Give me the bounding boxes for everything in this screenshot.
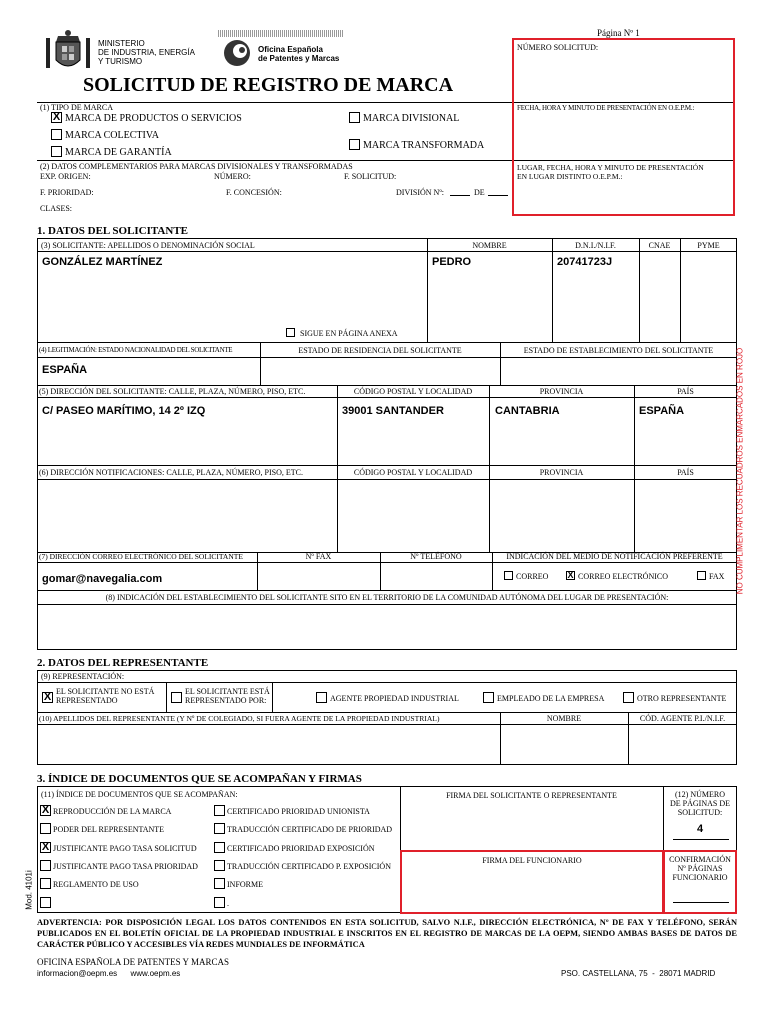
coat-of-arms-logo [42, 28, 94, 74]
rep-nombre-label: NOMBRE [546, 714, 582, 723]
checkbox-tasa-prioridad[interactable] [40, 860, 51, 871]
telefono-label: Nº TELÉFONO [410, 552, 462, 561]
cp-notif-label: CÓDIGO POSTAL Y LOCALIDAD [353, 468, 473, 477]
side-note [735, 340, 745, 602]
checkbox-otro-doc-2[interactable] [214, 897, 225, 908]
checkbox-empleado[interactable] [483, 692, 494, 703]
rule [272, 682, 273, 712]
nombre-value[interactable]: PEDRO [432, 256, 472, 268]
cert-exposicion-label: CERTIFICADO PRIORIDAD EXPOSICIÓN [227, 844, 375, 853]
rule [673, 839, 729, 840]
de-label: DE [474, 188, 485, 197]
rule [514, 102, 733, 103]
no-representado-line: REPRESENTADO [56, 696, 118, 705]
f-concesion-label: F. CONCESIÓN: [226, 188, 282, 197]
tipo-garantia-label: MARCA DE GARANTÍA [65, 147, 172, 158]
side-note-text: NO CUMPLIMENTAR LOS RECUADROS ENMARCADOS EN ROJO [735, 347, 745, 595]
checkbox-no-representado[interactable]: X [43, 691, 52, 703]
tipo-colectiva-label: MARCA COLECTIVA [65, 130, 159, 141]
checkbox-transformada[interactable] [349, 139, 360, 150]
checkbox-trad-prioridad[interactable] [214, 823, 225, 834]
email-value[interactable]: gomar@navegalia.com [42, 573, 163, 585]
rule [37, 251, 737, 252]
rule [639, 238, 640, 342]
rule [166, 682, 167, 712]
section-solicitante: 1. DATOS DEL SOLICITANTE [37, 225, 188, 237]
trad-exposicion-label: TRADUCCIÓN CERTIFICADO P. EXPOSICIÓN [227, 862, 391, 871]
checkbox-colectiva[interactable] [51, 129, 62, 140]
confirmacion-line: FUNCIONARIO [672, 873, 728, 882]
lugar-line: LUGAR, FECHA, HORA Y MINUTO DE PRESENTACIÓN [517, 163, 704, 172]
rule [37, 604, 737, 605]
rule [673, 902, 729, 903]
dni-value[interactable]: 20741723J [557, 256, 613, 268]
provincia-label: PROVINCIA [539, 387, 584, 396]
checkbox-fax[interactable] [697, 571, 706, 580]
notificaciones-label: (6) DIRECCIÓN NOTIFICACIONES: CALLE, PLAZA, NÚMERO, PISO, ETC. [39, 468, 303, 477]
no-representado-label [56, 687, 154, 705]
num-paginas-line: DE PÁGINAS DE [670, 799, 730, 808]
checkbox-garantia[interactable] [51, 146, 62, 157]
exp-origen-label: EXP. ORIGEN: [40, 172, 91, 181]
residencia-label: ESTADO DE RESIDENCIA DEL SOLICITANTE [298, 346, 462, 355]
oepm-logo-icon [222, 38, 252, 68]
num-paginas-value[interactable]: 4 [696, 823, 704, 835]
reproduccion-label: REPRODUCCIÓN DE LA MARCA [53, 807, 172, 816]
office-line: Oficina Española [258, 45, 323, 54]
tipo-marca-label: (1) TIPO DE MARCA [40, 103, 113, 112]
checkbox-reglamento[interactable] [40, 878, 51, 889]
rule [37, 342, 737, 343]
section-representante: 2. DATOS DEL REPRESENTANTE [37, 657, 209, 669]
rule [37, 357, 737, 358]
indice-label: (11) ÍNDICE DE DOCUMENTOS QUE SE ACOMPAÑAN: [41, 790, 238, 799]
rule [37, 712, 737, 713]
rule [37, 479, 737, 480]
page-number: Página Nº 1 [597, 28, 640, 38]
cp-value[interactable]: 39001 SANTANDER [342, 405, 444, 417]
firma-solicitante-label: FIRMA DEL SOLICITANTE O REPRESENTANTE [446, 791, 617, 800]
complementarios-label: (2) DATOS COMPLEMENTARIOS PARA MARCAS DIVISIONALES Y TRANSFORMADAS [40, 162, 353, 171]
address-footer: PSO. CASTELLANA, 75 - 28071 MADRID [561, 969, 716, 978]
num-paginas-label [663, 790, 737, 817]
apellidos-label: (3) SOLICITANTE: APELLIDOS O DENOMINACIÓN SOCIAL [41, 241, 255, 250]
correo-label: CORREO [516, 572, 549, 581]
legitimacion-label: (4) LEGITIMACIÓN: ESTADO NACIONALIDAD DEL SOLICITANTE [39, 346, 233, 354]
checkbox-agente[interactable] [316, 692, 327, 703]
cnae-label: CNAE [648, 241, 671, 250]
rule [552, 238, 553, 342]
dni-label: D.N.I./N.I.F. [575, 241, 616, 250]
pais-label: PAÍS [677, 387, 694, 396]
office-line: de Patentes y Marcas [258, 54, 340, 63]
dotted-bar [218, 30, 344, 37]
rule [37, 682, 737, 683]
num-paginas-line: SOLICITUD: [677, 808, 723, 817]
checkbox-reproduccion[interactable]: X [41, 804, 50, 816]
confirmacion-label [663, 855, 737, 882]
confirmacion-line: CONFIRMACIÓN [669, 855, 731, 864]
sigue-label: SIGUE EN PÁGINA ANEXA [300, 329, 398, 338]
representado-label [185, 687, 270, 705]
otro-doc-2-label: . [227, 899, 229, 908]
ministry-line: Y TURISMO [98, 57, 143, 66]
checkbox-cert-unionista[interactable] [214, 805, 225, 816]
checkbox-otro[interactable] [623, 692, 634, 703]
email-label: (7) DIRECCIÓN CORREO ELECTRÓNICO DEL SOLICITANTE [39, 552, 243, 561]
checkbox-informe[interactable] [214, 878, 225, 889]
oepm-reserved-box [512, 38, 735, 216]
division-label: DIVISIÓN Nº: [396, 188, 445, 197]
rule [37, 562, 737, 563]
representacion-label: (9) REPRESENTACIÓN: [41, 672, 125, 681]
rule [37, 160, 512, 161]
nacionalidad-value[interactable]: ESPAÑA [42, 364, 88, 376]
empleado-label: EMPLEADO DE LA EMPRESA [497, 694, 605, 703]
rule [680, 238, 681, 342]
rule [427, 238, 428, 342]
checkbox-divisional[interactable] [349, 112, 360, 123]
fax-medio-label: FAX [709, 572, 725, 581]
confirmacion-line: Nº PÁGINAS [677, 864, 723, 873]
reglamento-label: REGLAMENTO DE USO [53, 880, 139, 889]
trad-prioridad-label: TRADUCCIÓN CERTIFICADO DE PRIORIDAD [227, 825, 393, 834]
ministry-name [98, 39, 195, 66]
cert-unionista-label: CERTIFICADO PRIORIDAD UNIONISTA [227, 807, 370, 816]
checkbox-representado[interactable] [171, 692, 182, 703]
direccion-label: (5) DIRECCIÓN DEL SOLICITANTE: CALLE, PLAZA, NÚMERO, PISO, ETC. [39, 387, 306, 396]
checkbox-sigue-anexa[interactable] [286, 328, 295, 337]
otro-label: OTRO REPRESENTANTE [637, 694, 727, 703]
informe-label: INFORME [227, 880, 264, 889]
pais-notif-label: PAÍS [677, 468, 694, 477]
fecha-presentacion-label: FECHA, HORA Y MINUTO DE PRESENTACIÓN EN O.E.P.M.: [517, 104, 695, 112]
rule [37, 465, 737, 466]
f-prioridad-label: F. PRIORIDAD: [40, 188, 94, 197]
firma-funcionario-label: FIRMA DEL FUNCIONARIO [482, 856, 582, 865]
establecimiento-ca-label: (8) INDICACIÓN DEL ESTABLECIMIENTO DEL SOLICITANTE SITO EN EL TERRITORIO DE LA COMUNIDAD AUTÓNOMA DEL LUGAR DE PRESENTACIÓN: [105, 593, 669, 602]
representado-line: EL SOLICITANTE ESTÁ [185, 687, 270, 696]
tipo-transformada-label: MARCA TRANSFORMADA [363, 140, 485, 151]
tasa-prioridad-label: JUSTIFICANTE PAGO TASA PRIORIDAD [53, 862, 198, 871]
rule [37, 590, 737, 591]
ministry-line: DE INDUSTRIA, ENERGÍA [98, 48, 195, 57]
rep-cod-label: CÓD. AGENTE P.I./N.I.F. [639, 714, 726, 723]
numero-solicitud-label: NÚMERO SOLICITUD: [517, 43, 599, 52]
tasa-solicitud-label: JUSTIFICANTE PAGO TASA SOLICITUD [53, 844, 197, 853]
model-code [24, 870, 34, 910]
clases-label: CLASES: [40, 204, 73, 213]
agente-label: AGENTE PROPIEDAD INDUSTRIAL [330, 694, 459, 703]
numero-label: NÚMERO: [214, 172, 251, 181]
checkbox-poder[interactable] [40, 823, 51, 834]
poder-label: PODER DEL REPRESENTANTE [53, 825, 165, 834]
solicitante-box [37, 238, 737, 650]
medio-label: INDICACIÓN DEL MEDIO DE NOTIFICACIÓN PREFERENTE [506, 552, 723, 561]
checkbox-correo-electronico[interactable]: X [567, 570, 574, 580]
establecimiento-label: ESTADO DE ESTABLECIMIENTO DEL SOLICITANTE [523, 346, 714, 355]
fax-label: Nº FAX [305, 552, 332, 561]
checkbox-trad-exposicion[interactable] [214, 860, 225, 871]
rule [37, 397, 737, 398]
direccion-value[interactable]: C/ PASEO MARÍTIMO, 14 2º IZQ [42, 405, 206, 417]
tipo-divisional-label: MARCA DIVISIONAL [363, 113, 460, 124]
provincia-notif-label: PROVINCIA [539, 468, 584, 477]
checkbox-cert-exposicion[interactable] [214, 842, 225, 853]
tipo-productos-label: MARCA DE PRODUCTOS O SERVICIOS [65, 113, 242, 124]
rule [37, 724, 737, 725]
office-name [258, 45, 339, 63]
blank-line [488, 195, 508, 196]
no-representado-line: EL SOLICITANTE NO ESTÁ [56, 687, 155, 696]
apellidos-value[interactable]: GONZÁLEZ MARTÍNEZ [42, 256, 163, 268]
blank-line [450, 195, 470, 196]
section-indice: 3. ÍNDICE DE DOCUMENTOS QUE SE ACOMPAÑAN Y FIRMAS [37, 773, 362, 785]
model-code-text: Mod. 4101i [24, 870, 34, 910]
rule [37, 385, 737, 386]
lugar-line: EN LUGAR DISTINTO O.E.P.M.: [517, 172, 623, 181]
advertencia: ADVERTENCIA: POR DISPOSICIÓN LEGAL LOS DATOS CONTENIDOS EN ESTA SOLICITUD, SALVO N.I.F., DIRECCIÓN ELECTRÓNICA, Nº DE FAX Y TELÉFONO, SERÁN PUBLICADOS EN EL BOLETÍN OFICIAL DE LA PROPIEDAD INDUSTRIAL E INSCRITOS EN EL REGISTRO DE MARCAS DE LA OEPM, SIENDO AMBAS BASES DE DATOS DE CARÁCTER PÚBLICO Y ACCESIBLES VÍA REDES MUNDIALES DE INFORMÁTICA [37, 918, 737, 949]
correo-electronico-label: CORREO ELECTRÓNICO [578, 572, 668, 581]
num-paginas-line: (12) NÚMERO [675, 790, 725, 799]
ministry-line: MINISTERIO [98, 39, 145, 48]
page-title: SOLICITUD DE REGISTRO DE MARCA [83, 74, 454, 96]
lugar-presentacion-label [517, 163, 704, 181]
cp-label: CÓDIGO POSTAL Y LOCALIDAD [353, 387, 473, 396]
representado-line: REPRESENTADO POR: [185, 696, 267, 705]
pais-value[interactable]: ESPAÑA [639, 405, 685, 417]
checkbox-productos[interactable]: X [52, 111, 61, 123]
contact-footer: informacion@oepm.es www.oepm.es [37, 969, 181, 978]
rep-apellidos-label: (10) APELLIDOS DEL REPRESENTANTE (Y Nº DE COLEGIADO, SI FUERA AGENTE DE LA PROPIEDAD INDUSTRIAL) [39, 714, 440, 723]
checkbox-correo[interactable] [504, 571, 513, 580]
checkbox-tasa-solicitud[interactable]: X [41, 841, 50, 853]
provincia-value[interactable]: CANTABRIA [495, 405, 560, 417]
nombre-label: NOMBRE [472, 241, 507, 250]
f-solicitud-label: F. SOLICITUD: [344, 172, 397, 181]
checkbox-otro-doc[interactable] [40, 897, 51, 908]
oficina-footer: OFICINA ESPAÑOLA DE PATENTES Y MARCAS [37, 957, 229, 967]
rule [514, 160, 733, 161]
pyme-label: PYME [697, 241, 720, 250]
